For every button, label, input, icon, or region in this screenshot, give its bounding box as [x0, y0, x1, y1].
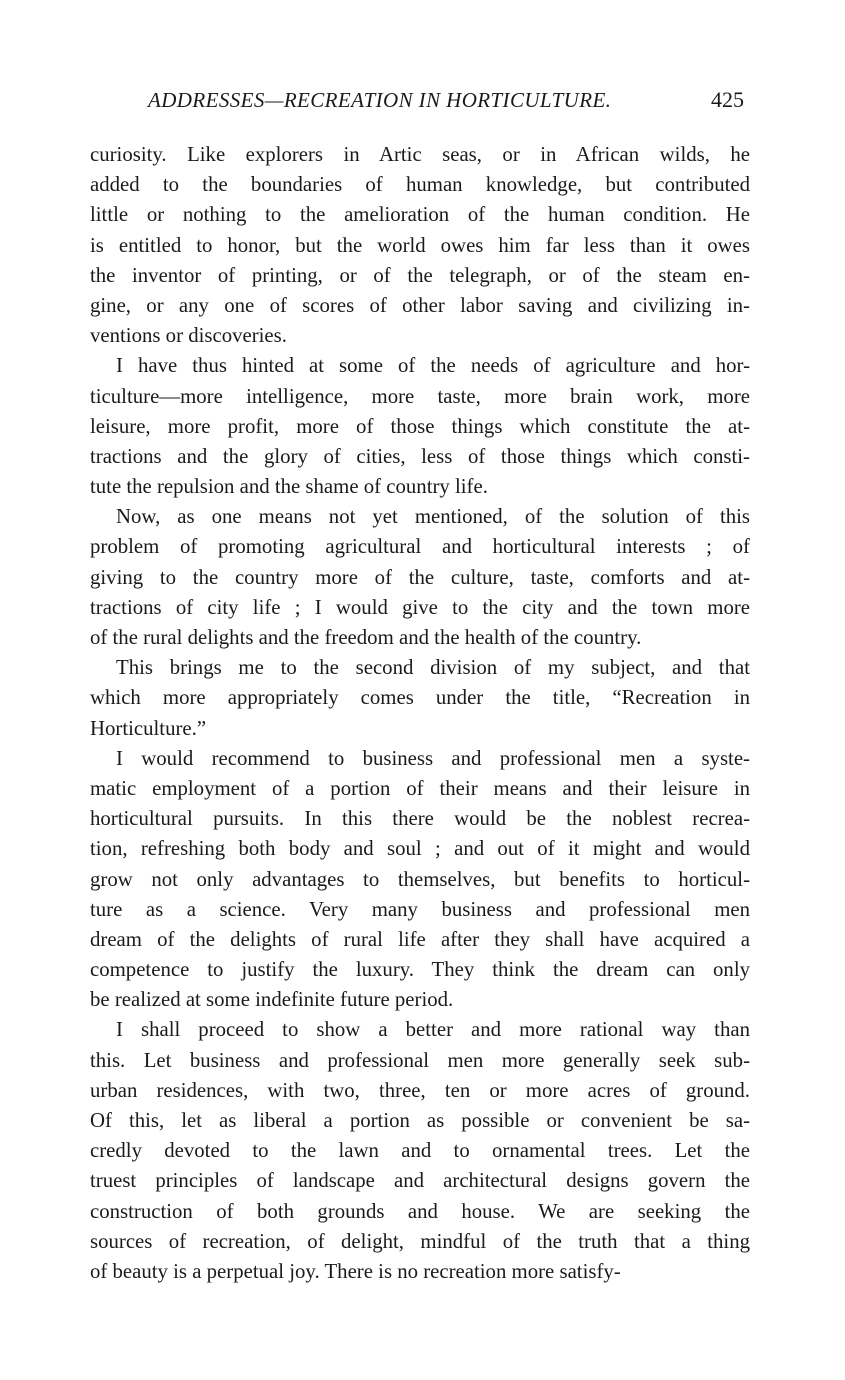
text-line: is entitled to honor, but the world owes him far less than it owes [90, 233, 750, 257]
text-line: problem of promoting agricultural and horticultural interests ; of [90, 535, 750, 559]
running-header-title: ADDRESSES—RECREATION IN HORTICULTURE. [148, 88, 612, 112]
paragraph [90, 744, 750, 1016]
text-line: I have thus hinted at some of the needs of agriculture and hor- [116, 354, 750, 378]
text-line: grow not only advantages to themselves, but benefits to horticul- [90, 867, 750, 891]
text-line: ticulture—more intelligence, more taste, more brain work, more [90, 384, 750, 408]
text-line: ventions or discoveries. [90, 324, 287, 348]
body-text [90, 140, 750, 1287]
text-line: the inventor of printing, or of the telegraph, or of the steam en- [90, 263, 750, 287]
paragraph [90, 140, 750, 351]
text-line: credly devoted to the lawn and to ornamental trees. Let the [90, 1139, 750, 1163]
text-line: be realized at some indefinite future period. [90, 988, 454, 1012]
text-line: of the rural delights and the freedom and the health of the country. [90, 626, 642, 649]
text-line: Horticulture.” [90, 716, 207, 740]
text-line: of beauty is a perpetual joy. There is no recreation more satisfy- [90, 1259, 621, 1283]
paragraph [90, 1015, 750, 1287]
text-line: matic employment of a portion of their means and their leisure in [90, 776, 750, 800]
text-line: sources of recreation, of delight, mindful of the truth that a thing [90, 1229, 750, 1253]
running-header [92, 88, 752, 118]
text-line: tractions of city life ; I would give to the city and the town more [90, 595, 750, 619]
text-line: ture as a science. Very many business and professional men [90, 897, 750, 921]
text-line: which more appropriately comes under the title, “Recreation in [90, 686, 750, 710]
paragraph [90, 653, 750, 744]
text-line: tute the repulsion and the shame of country life. [90, 475, 488, 499]
text-line: tractions and the glory of cities, less of those things which consti- [90, 444, 750, 468]
text-line: dream of the delights of rural life after they shall have acquired a [90, 927, 750, 951]
paragraph [90, 351, 750, 502]
text-line: giving to the country more of the culture, taste, comforts and at- [90, 565, 750, 589]
text-line: I shall proceed to show a better and more rational way than [116, 1018, 750, 1042]
text-line: tion, refreshing both body and soul ; and out of it might and would [90, 837, 750, 861]
text-line: This brings me to the second division of my subject, and that [116, 656, 750, 680]
text-line: leisure, more profit, more of those things which constitute the at- [90, 414, 750, 438]
paragraph [90, 502, 750, 653]
text-line: Of this, let as liberal a portion as possible or convenient be sa- [90, 1109, 750, 1132]
page-number: 425 [711, 87, 744, 112]
text-line: construction of both grounds and house. We are seeking the [90, 1199, 750, 1223]
text-line: I would recommend to business and professional men a syste- [116, 746, 750, 770]
text-line: little or nothing to the amelioration of the human condition. He [90, 203, 750, 227]
text-line: added to the boundaries of human knowledge, but contributed [90, 173, 750, 197]
text-line: horticultural pursuits. In this there would be the noblest recrea- [90, 807, 750, 831]
text-line: gine, or any one of scores of other labor saving and civilizing in- [90, 293, 750, 317]
text-line: competence to justify the luxury. They think the dream can only [90, 958, 750, 982]
text-line: truest principles of landscape and architectural designs govern the [90, 1169, 750, 1193]
text-line: this. Let business and professional men more generally seek sub- [90, 1048, 750, 1072]
text-line: urban residences, with two, three, ten or more acres of ground. [90, 1078, 750, 1102]
text-line: curiosity. Like explorers in Artic seas, or in African wilds, he [90, 143, 750, 166]
text-line: Now, as one means not yet mentioned, of the solution of this [116, 505, 750, 529]
